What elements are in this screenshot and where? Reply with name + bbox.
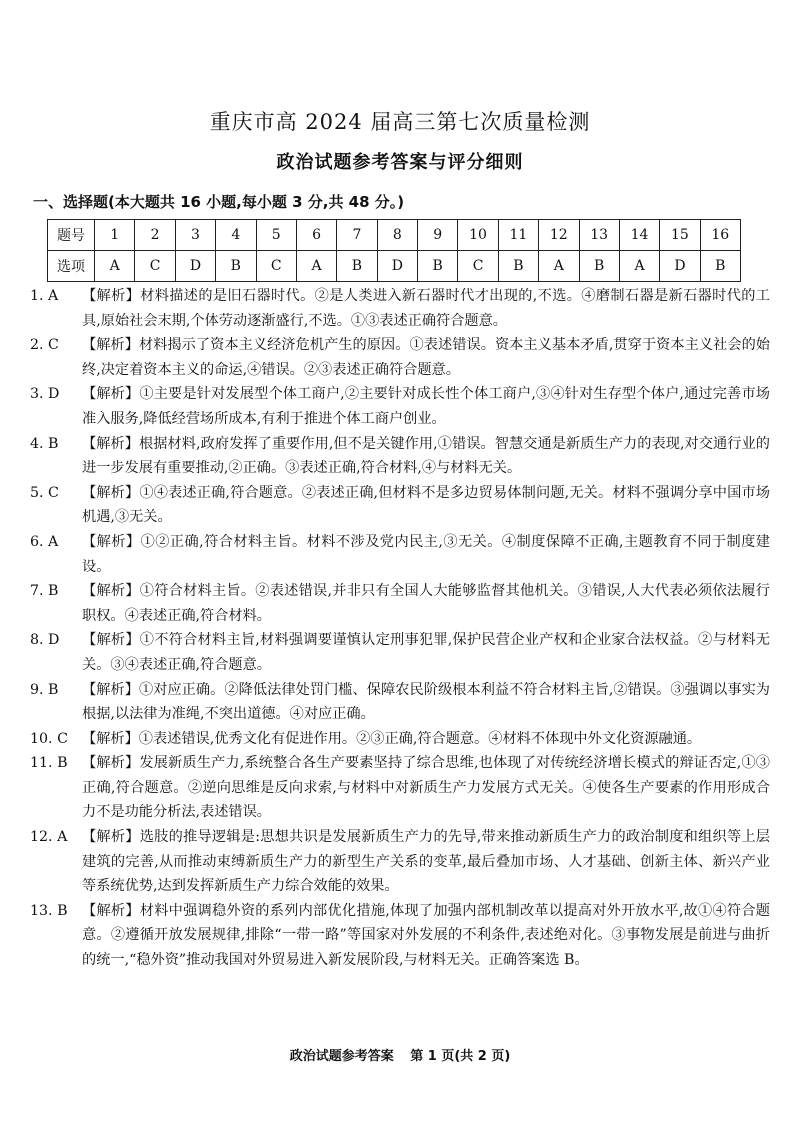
question-number: 16 [700,220,740,251]
item-text: 【解析】①②正确,符合材料主旨。材料不涉及党内民主,③无关。④制度保障不正确,主题教育不同于制度建设。 [82,533,770,575]
item-number: 5. C [30,484,59,501]
explanation-item [30,382,770,431]
answer-option: C [135,251,175,282]
question-number: 5 [256,220,296,251]
section-heading: 一、选择题(本大题共 16 小题,每小题 3 分,共 48 分。) [33,193,405,211]
item-text: 【解析】根据材料,政府发挥了重要作用,但不是关键作用,①错误。智慧交通是新质生产力的表现,对交通行业的进一步发展有重要推动,②正确。③表述正确,符合材料,④与材料无关。 [82,435,770,477]
explanation-item [30,333,770,382]
item-text: 【解析】选肢的推导逻辑是:思想共识是发展新质生产力的先导,带来推动新质生产力的政治制度和组织等上层建筑的完善,从而推动束缚新质生产力的新型生产关系的变革,最后叠加市场、人才基础、创新主体、新兴产业等系统优势,达到发挥新质生产力综合效能的效果。 [82,829,770,895]
item-text: 【解析】材料揭示了资本主义经济危机产生的原因。①表述错误。资本主义基本矛盾,贯穿于资本主义社会的始终,决定着资本主义的命运,④错误。②③表述正确符合题意。 [82,337,770,378]
explanation-item [30,751,770,825]
answer-option: B [337,251,377,282]
answer-table-option-row [48,251,741,282]
answer-option: B [216,251,256,282]
item-text: 【解析】①不符合材料主旨,材料强调要谨慎认定刑事犯罪,保护民营企业产权和企业家合法权益。②与材料无关。③④表述正确,符合题意。 [82,632,770,673]
item-number: 6. A [30,533,59,550]
item-number: 13. B [30,902,68,919]
answer-table-number-row [48,220,741,251]
explanation-item [30,899,770,973]
item-text: 【解析】①表述错误,优秀文化有促进作用。②③正确,符合题意。④材料不体现中外文化资源融通。 [82,730,702,747]
item-number: 1. A [30,288,59,304]
answer-option: D [660,251,700,282]
page-footer [0,1045,800,1064]
question-number: 2 [135,220,175,251]
answer-option: D [175,251,215,282]
answer-option: B [418,251,458,282]
question-number: 12 [539,220,579,251]
answer-option: A [539,251,579,282]
answer-option: C [256,251,296,282]
explanation-item [30,432,770,481]
question-number: 1 [95,220,135,251]
item-number: 8. D [30,632,60,649]
answer-option: B [579,251,619,282]
question-number: 14 [619,220,659,251]
question-number: 7 [337,220,377,251]
explanation-item [30,678,770,727]
row-label-number: 题号 [48,220,95,251]
explanation-item [30,530,770,579]
footer-page-info: 第 1 页(共 2 页) [410,1049,511,1064]
answer-option: D [377,251,417,282]
answer-option: C [458,251,498,282]
question-number: 15 [660,220,700,251]
answer-option: B [700,251,740,282]
item-text: 【解析】材料中强调稳外资的系列内部优化措施,体现了加强内部机制改革以提高对外开放水平,故①④符合题意。②遵循开放发展规律,排除“一带一路”等国家对外发展的不利条件,表述绝对化。③事物发展是前进与曲折的统一,“稳外资”推动我国对外贸易进入新发展阶段,与材料无关。正确答案选 B。 [82,902,770,969]
question-number: 4 [216,220,256,251]
question-number: 6 [296,220,336,251]
footer-doc-name: 政治试题参考答案 [289,1049,394,1064]
explanation-item [30,481,770,530]
explanation-item [30,579,770,628]
item-text: 【解析】发展新质生产力,系统整合各生产要素坚持了综合思维,也体现了对传统经济增长模式的辩证否定,①③正确,符合题意。②逆向思维是反向求索,与材料中对新质生产力发展方式无关。④使各生产要素的作用形成合力不是功能分析法,表述错误。 [82,755,770,821]
item-number: 3. D [30,386,60,403]
item-text: 【解析】①符合材料主旨。②表述错误,并非只有全国人大能够监督其他机关。③错误,人大代表必须依法履行职权。④表述正确,符合材料。 [82,583,770,624]
document-title: 重庆市高 2024 届高三第七次质量检测 [209,110,591,134]
item-text: 【解析】材料描述的是旧石器时代。②是人类进入新石器时代才出现的,不选。④磨制石器是新石器时代的工具,原始社会末期,个体劳动逐渐盛行,不选。①③表述正确符合题意。 [82,288,770,329]
document-subtitle: 政治试题参考答案与评分细则 [276,152,524,173]
item-text: 【解析】①主要是针对发展型个体工商户,②主要针对成长性个体工商户,③④针对生存型个体户,通过完善市场准入服务,降低经营场所成本,有利于推进个体工商户创业。 [82,386,770,427]
explanation-list [30,284,770,973]
question-number: 9 [418,220,458,251]
item-number: 12. A [30,829,68,846]
item-number: 10. C [30,730,68,747]
explanation-item [30,825,770,899]
item-number: 7. B [30,583,59,600]
answer-option: A [296,251,336,282]
item-number: 9. B [30,681,59,698]
question-number: 8 [377,220,417,251]
question-number: 10 [458,220,498,251]
item-text: 【解析】①④表述正确,符合题意。②表述正确,但材料不是多边贸易体制问题,无关。材料不强调分享中国市场机遇,③无关。 [82,484,770,526]
row-label-option: 选项 [48,251,95,282]
item-number: 2. C [30,337,59,354]
item-number: 4. B [30,435,59,452]
question-number: 3 [175,220,215,251]
explanation-item [30,727,770,752]
answer-option: A [619,251,659,282]
explanation-item [30,284,770,333]
answer-table [47,219,741,282]
question-number: 11 [498,220,538,251]
explanation-item [30,628,770,677]
item-number: 11. B [30,755,68,772]
item-text: 【解析】①对应正确。②降低法律处罚门槛、保障农民阶级根本利益不符合材料主旨,②错误。③强调以事实为根据,以法律为准绳,不突出道德。④对应正确。 [82,681,770,723]
question-number: 13 [579,220,619,251]
answer-option: A [95,251,135,282]
answer-option: B [498,251,538,282]
